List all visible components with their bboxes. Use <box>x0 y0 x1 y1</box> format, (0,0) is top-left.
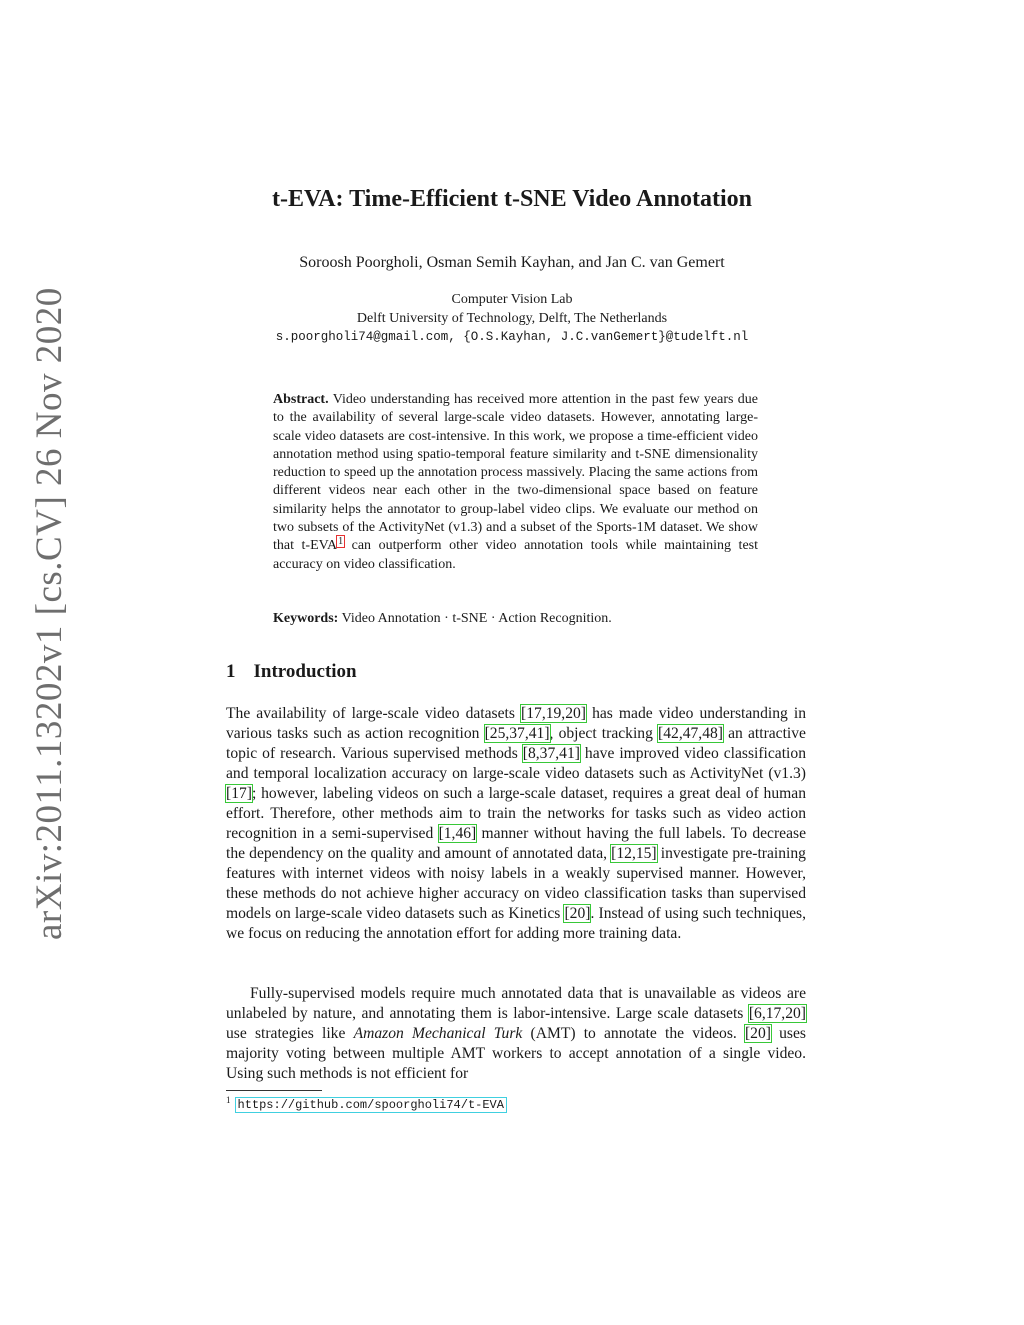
section-number: 1 <box>226 661 236 682</box>
text-run: , object tracking <box>549 725 659 742</box>
author-emails: s.poorgholi74@gmail.com, {O.S.Kayhan, J.C.vanGemert}@tudelft.nl <box>275 330 749 344</box>
citation-link[interactable]: [20] <box>564 905 591 922</box>
section-heading-introduction <box>226 661 357 683</box>
citation-link[interactable]: [42,47,48] <box>658 725 723 742</box>
footnote-mark: 1 <box>226 1095 231 1105</box>
text-run: has made video understanding in various tasks such as action recognition <box>226 705 806 742</box>
citation-link[interactable]: [12,15] <box>611 845 657 862</box>
citation-link[interactable]: [6,17,20] <box>748 1005 806 1022</box>
intro-paragraph-2 <box>226 984 806 1084</box>
keywords-label: Keywords: <box>273 611 339 626</box>
footnote-url-link[interactable]: https://github.com/spoorgholi74/t-EVA <box>237 1098 504 1112</box>
affiliation-lab: Computer Vision Lab <box>451 292 573 307</box>
text-run: Fully-supervised models require much annotated data that is unavailable as videos are unlabeled by nature, and annotating them is labor-intensive. Large scale datasets <box>226 985 806 1022</box>
citation-link[interactable]: [17,19,20] <box>521 705 586 722</box>
text-run: The availability of large-scale video datasets <box>226 705 522 722</box>
arxiv-identifier-stamp: arXiv:2011.13202v1 [cs.CV] 26 Nov 2020 <box>29 287 70 940</box>
text-run: investigate pre-training features with internet videos with noisy labels in a weakly supervised manner. However, these methods do not achieve higher accuracy on video classification tasks than supervised models on large-scale video datasets such as Kinetics <box>226 845 806 922</box>
text-run: an attractive topic of research. Various supervised methods <box>226 725 806 762</box>
abstract-text-end: can outperform other video annotation tools while maintaining test accuracy on video classification. <box>273 538 758 572</box>
text-run: uses majority voting between multiple AMT workers to accept annotation of a single video. Using such methods is not efficient for <box>226 1025 806 1082</box>
abstract <box>273 391 758 574</box>
abstract-text: Video understanding has received more attention in the past few years due to the availability of several large-scale video datasets. However, annotating large-scale video datasets are cost-intensive. In this work, we propose a time-efficient video annotation method using spatio-temporal feature similarity and t-SNE dimensionality reduction to speed up the annotation process massively. Placing the same actions from different videos near each other in the two-dimensional space based on feature similarity helps the annotator to group-label video clips. We evaluate our method on two subsets of the ActivityNet (v1.3) and a subset of the Sports-1M dataset. We show that t-EVA <box>273 392 759 554</box>
text-run: manner without having the full labels. To decrease the dependency on the quality and amount of annotated data, <box>226 825 806 862</box>
footnote-reference-link[interactable]: 1 <box>338 535 344 547</box>
citation-link[interactable]: [8,37,41] <box>522 745 580 762</box>
keywords <box>273 611 758 627</box>
section-title: Introduction <box>253 661 357 682</box>
keywords-text: Video Annotation · t-SNE · Action Recognition. <box>341 611 612 626</box>
emphasis-text: Amazon Mechanical Turk <box>353 1025 523 1042</box>
text-run: have improved video classification and temporal localization accuracy on large-scale video datasets such as ActivityNet (v1.3) <box>226 745 806 782</box>
abstract-label: Abstract. <box>273 392 329 407</box>
affiliation-university: Delft University of Technology, Delft, The Netherlands <box>356 311 668 326</box>
text-run: (AMT) to annotate the videos. <box>522 1025 745 1042</box>
paper-title: t-EVA: Time-Efficient t-SNE Video Annotation <box>271 186 753 212</box>
citation-link[interactable]: [25,37,41] <box>484 725 550 742</box>
footnote <box>226 1095 506 1112</box>
intro-paragraph-1 <box>226 704 806 944</box>
text-run: . Instead of using such techniques, we focus on reducing the annotation effort for adding more training data. <box>226 905 806 942</box>
text-run: ; however, labeling videos on such a large-scale dataset, requires a great deal of human effort. Therefore, other methods aim to train the networks for tasks such as video action recognition in a semi-supervised <box>226 785 806 842</box>
text-run: use strategies like <box>226 1025 354 1042</box>
footnote-divider <box>226 1090 322 1091</box>
citation-link[interactable]: [20] <box>744 1025 771 1042</box>
author-list: Soroosh Poorgholi, Osman Semih Kayhan, and Jan C. van Gemert <box>299 254 725 271</box>
citation-link[interactable]: [17] <box>226 785 252 802</box>
citation-link[interactable]: [1,46] <box>438 825 477 842</box>
